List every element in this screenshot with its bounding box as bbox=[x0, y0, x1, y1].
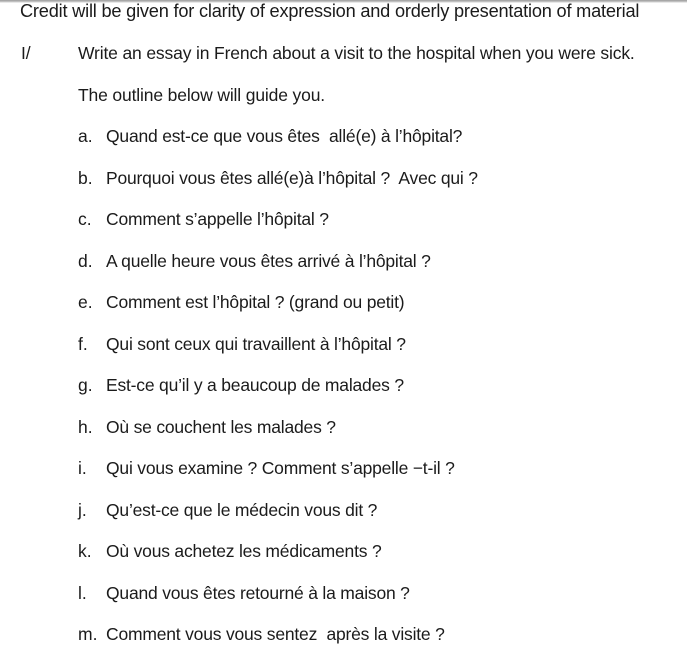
list-item-text: Qui vous examine ? Comment s’appelle −t-il ? bbox=[106, 458, 455, 478]
list-item-text: Où vous achetez les médicaments ? bbox=[106, 541, 382, 561]
list-item-letter: d. bbox=[78, 251, 93, 271]
list-item-letter: f. bbox=[78, 334, 88, 354]
list-item-letter: j. bbox=[78, 500, 87, 520]
list-item-letter: b. bbox=[78, 168, 93, 188]
list-item-letter: a. bbox=[78, 126, 93, 146]
section-intro: The outline below will guide you. bbox=[78, 85, 326, 105]
list-item-text: Qu’est-ce que le médecin vous dit ? bbox=[106, 500, 378, 520]
list-item-text: Qui sont ceux qui travaillent à l’hôpital ? bbox=[106, 334, 406, 354]
list-item-letter: c. bbox=[78, 209, 92, 229]
list-item-letter: i. bbox=[78, 458, 87, 478]
list-item-letter: h. bbox=[78, 417, 93, 437]
list-item-letter: m. bbox=[78, 624, 98, 644]
list-item-text: Comment vous vous sentez après la visite ? bbox=[106, 624, 445, 644]
list-item-text: Quand est-ce que vous êtes allé(e) à l’hôpital? bbox=[106, 126, 463, 146]
list-item-text: Comment est l’hôpital ? (grand ou petit) bbox=[106, 292, 405, 312]
list-item-letter: e. bbox=[78, 292, 93, 312]
credit-note: Credit will be given for clarity of expression and orderly presentation of material bbox=[20, 1, 640, 21]
list-item-text: A quelle heure vous êtes arrivé à l’hôpital ? bbox=[106, 251, 431, 271]
list-item-text: Pourquoi vous êtes allé(e)à l’hôpital ? Avec qui ? bbox=[106, 168, 478, 188]
list-item-letter: l. bbox=[78, 583, 87, 603]
list-item-letter: k. bbox=[78, 541, 92, 561]
section-title: Write an essay in French about a visit to the hospital when you were sick. bbox=[78, 43, 635, 63]
section-marker: I/ bbox=[21, 43, 31, 63]
list-item-text: Comment s’appelle l’hôpital ? bbox=[106, 209, 329, 229]
list-item-letter: g. bbox=[78, 375, 93, 395]
list-item-text: Est-ce qu’il y a beaucoup de malades ? bbox=[106, 375, 404, 395]
list-item-text: Où se couchent les malades ? bbox=[106, 417, 336, 437]
list-item-text: Quand vous êtes retourné à la maison ? bbox=[106, 583, 410, 603]
